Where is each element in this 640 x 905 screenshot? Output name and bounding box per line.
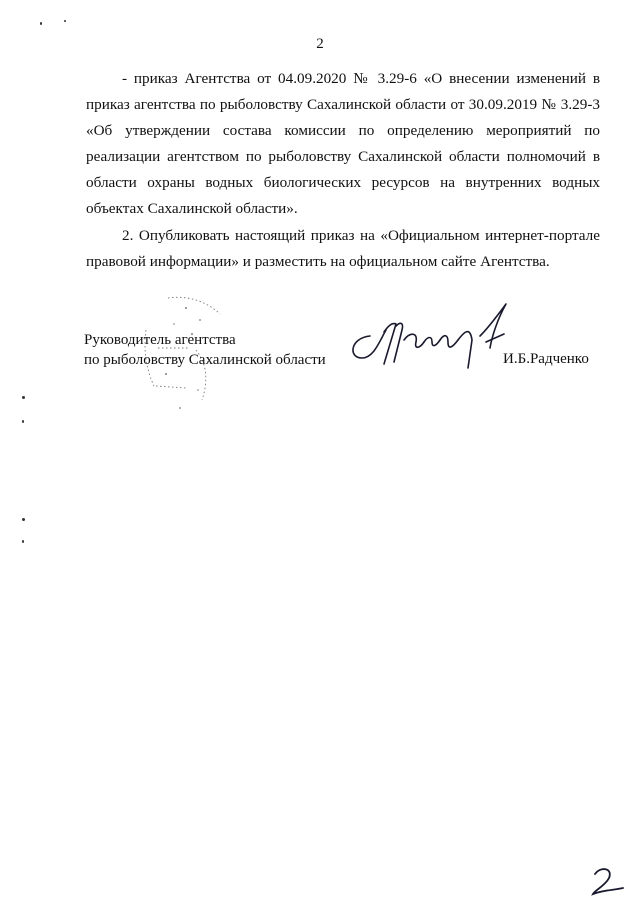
- position-line-1: Руководитель агентства: [84, 332, 236, 348]
- scan-speck: [22, 396, 25, 399]
- scan-speck: [22, 518, 25, 521]
- order-body-paragraph-1: [86, 66, 600, 222]
- position-line-2: по рыболовству Сахалинской области: [84, 352, 326, 368]
- handwritten-page-mark-icon: [585, 860, 629, 898]
- scan-speck: [22, 540, 24, 543]
- scan-speck: [40, 22, 42, 25]
- signatory-position: [84, 330, 326, 370]
- scan-speck: [22, 420, 24, 423]
- publication-clause: 2. Опубликовать настоящий приказ на «Официальном интернет-портале правовой информации» и разместить на официальном сайте Агентства.: [86, 227, 600, 270]
- page-number: 2: [316, 36, 324, 52]
- handwritten-signature-icon: [340, 296, 520, 378]
- signer-name: И.Б.Радченко: [503, 351, 589, 367]
- scan-speck: [64, 20, 66, 22]
- amendment-order-item: - приказ Агентства от 04.09.2020 № 3.29-6 «О внесении изменений в приказ агентства по рыболовству Сахалинской области от 30.09.2019 № 3.29-3 «Об утверждении состава комиссии по определению мероприятий по реализации агентством по рыболовству Сахалинской области полномочий в области охраны водных биологических ресурсов на внутренних водных объектах Сахалинской области».: [86, 70, 600, 217]
- order-body-paragraph-2: [86, 223, 600, 275]
